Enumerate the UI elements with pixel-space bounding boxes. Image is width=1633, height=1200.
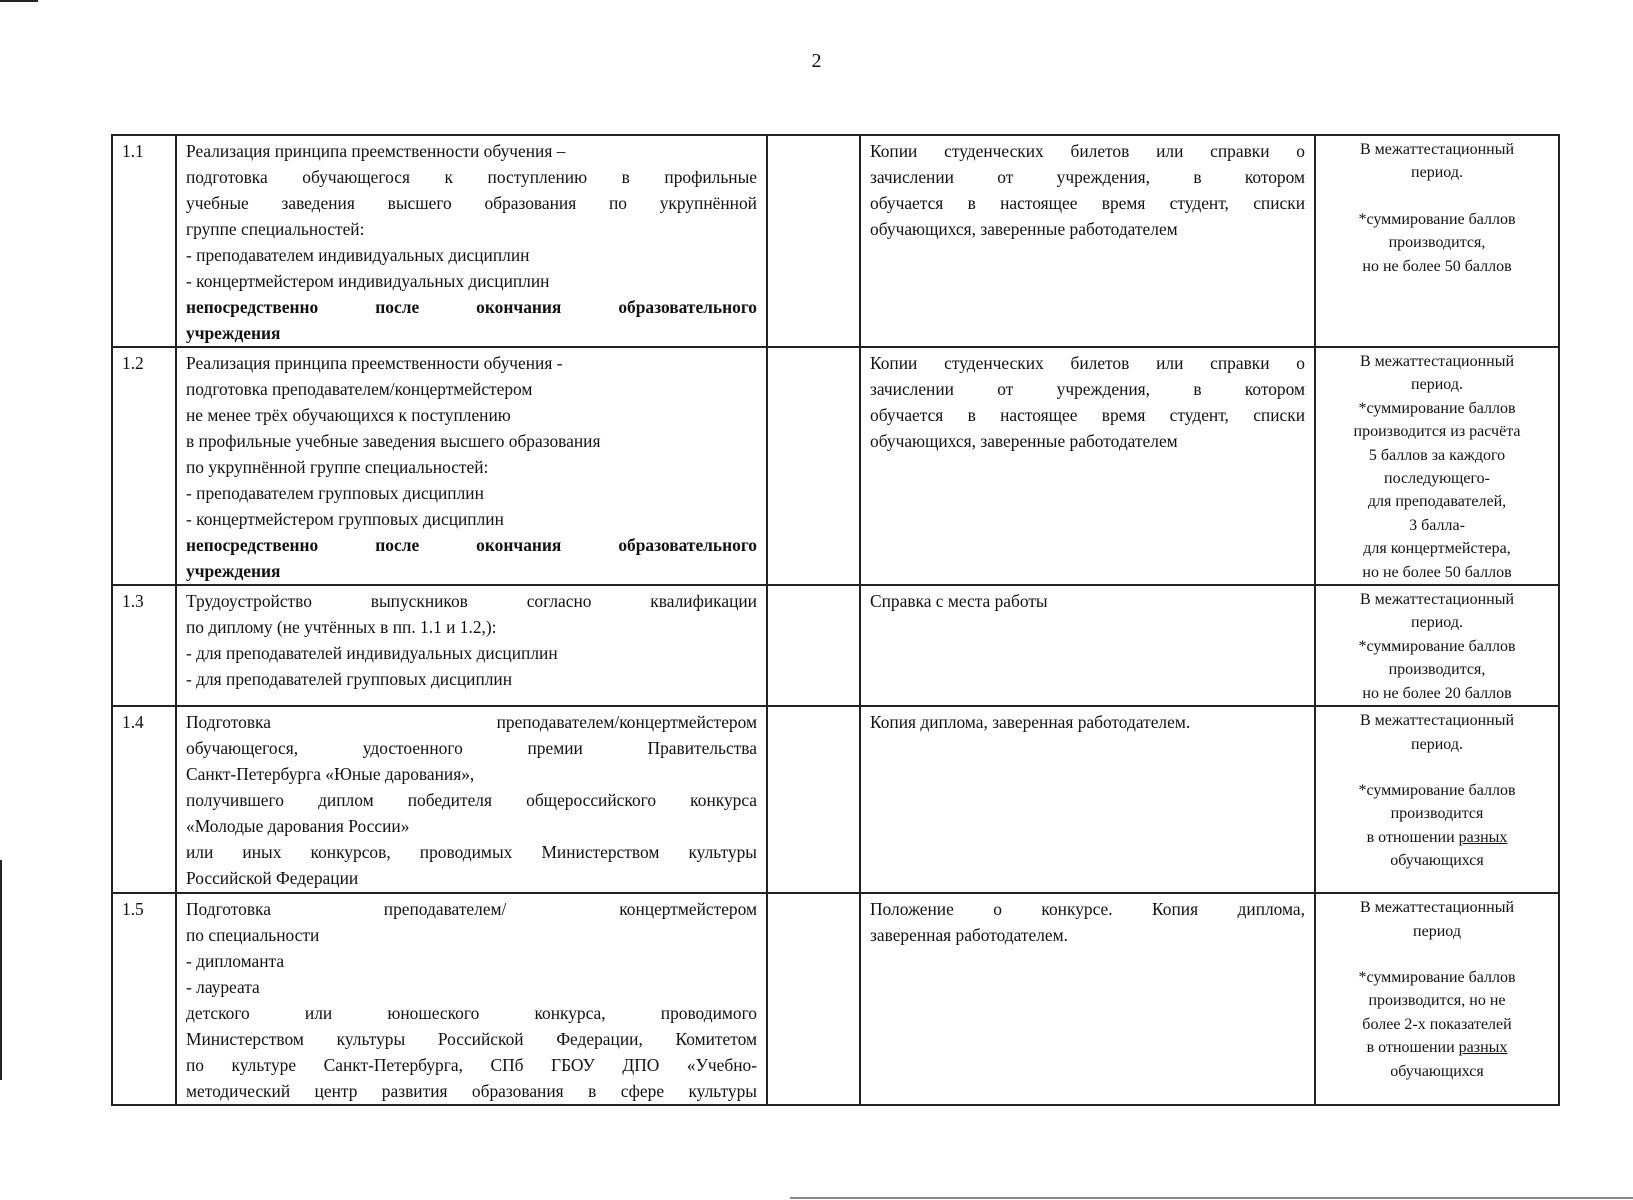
desc-line: в профильные учебные заведения высшего образования: [186, 431, 601, 451]
note-line: период: [1413, 922, 1461, 940]
doc-line: Копия диплома, заверенная работодателем.: [870, 712, 1191, 733]
period-note-cell: [1315, 706, 1559, 893]
note-line: *суммирование баллов: [1358, 781, 1516, 799]
doc-line: обучается в настоящее время студент, списки: [870, 193, 1305, 213]
document-cell: [860, 585, 1315, 706]
note-line: В межаттестационный: [1359, 353, 1515, 370]
scan-edge-mark: [0, 860, 2, 1080]
document-cell: [860, 135, 1315, 347]
page-number: 2: [811, 50, 822, 72]
document-cell: [860, 893, 1315, 1105]
criteria-table: [111, 134, 1560, 1106]
desc-line: - концертмейстером групповых дисциплин: [186, 509, 504, 529]
criterion-description: [176, 585, 767, 706]
desc-bold-line: учреждения: [186, 561, 281, 581]
note-line: период.: [1411, 164, 1463, 182]
note-line: период.: [1411, 614, 1463, 632]
note-line: В межаттестационный: [1359, 591, 1515, 609]
note-line: но не более 50 баллов: [1362, 257, 1512, 275]
desc-line: получившего диплом победителя общероссийского конкурса: [186, 790, 757, 811]
table-row: [112, 135, 1559, 347]
desc-line: по культуре Санкт-Петербурга, СПб ГБОУ ДПО «Учебно-: [186, 1055, 757, 1076]
desc-line: Подготовка преподавателем/концертмейстером: [186, 712, 757, 733]
note-line: обучающихся: [1390, 1062, 1484, 1080]
table-row: [112, 347, 1559, 585]
desc-bold-line: непосредственно после окончания образовательного: [186, 297, 757, 317]
note-line: для концертмейстера,: [1363, 540, 1511, 558]
doc-line: зачислении от учреждения, в котором: [870, 379, 1305, 399]
doc-line: Копии студенческих билетов или справки о: [870, 141, 1305, 161]
note-line: но не более 20 баллов: [1362, 684, 1512, 702]
scan-edge-mark: [790, 1197, 1633, 1199]
desc-line: подготовка преподавателем/концертмейстером: [186, 379, 533, 399]
note-line: более 2-х показателей: [1362, 1015, 1512, 1033]
desc-line: - лауреата: [186, 977, 260, 998]
note-line: *суммирование баллов: [1358, 210, 1516, 228]
desc-line: или иных конкурсов, проводимых Министерством культуры: [186, 842, 757, 863]
table-row: [112, 706, 1559, 893]
desc-line: - дипломанта: [186, 951, 285, 972]
note-text: в отношении: [1366, 1039, 1455, 1057]
note-line: производится,: [1388, 234, 1486, 252]
doc-line: обучается в настоящее время студент, списки: [870, 405, 1305, 425]
row-number: 1.3: [112, 585, 176, 706]
underlined-word: разных: [1458, 828, 1508, 846]
desc-line: по диплому (не учтённых в пп. 1.1 и 1.2,):: [186, 617, 497, 638]
desc-line: обучающегося, удостоенного премии Правительства: [186, 738, 757, 759]
desc-line: по укрупнённой группе специальностей:: [186, 457, 489, 477]
desc-line: группе специальностей:: [186, 219, 365, 239]
note-line: период.: [1411, 735, 1463, 753]
scan-edge-mark: [0, 0, 38, 2]
desc-line: - преподавателем индивидуальных дисциплин: [186, 245, 530, 265]
desc-line: - преподавателем групповых дисциплин: [186, 483, 484, 503]
note-line: В межаттестационный: [1359, 899, 1515, 917]
score-cell: [767, 135, 860, 347]
desc-line: Подготовка преподавателем/ концертмейстером: [186, 899, 757, 920]
doc-line: Положение о конкурсе. Копия диплома,: [870, 899, 1305, 920]
note-line: производится,: [1388, 661, 1486, 679]
note-spacer: [1325, 756, 1549, 779]
doc-line: обучающихся, заверенные работодателем: [870, 431, 1178, 451]
desc-line: Трудоустройство выпускников согласно квалификации: [186, 591, 757, 612]
note-line: производится: [1390, 805, 1484, 823]
desc-line: - концертмейстером индивидуальных дисциплин: [186, 271, 550, 291]
score-cell: [767, 347, 860, 585]
note-line: [1325, 1036, 1549, 1059]
criterion-description: [176, 347, 767, 585]
note-line: [1325, 826, 1549, 849]
desc-line: Российской Федерации: [186, 868, 359, 889]
desc-line: - для преподавателей групповых дисциплин: [186, 669, 513, 690]
doc-line: заверенная работодателем.: [870, 925, 1068, 946]
note-line: В межаттестационный: [1359, 141, 1515, 158]
note-line: 5 баллов за каждого: [1368, 446, 1506, 464]
row-number: 1.2: [112, 347, 176, 585]
desc-line: по специальности: [186, 925, 320, 946]
desc-line: Реализация принципа преемственности обучения –: [186, 141, 566, 161]
desc-line: «Молодые дарования России»: [186, 816, 410, 837]
note-line: для преподавателей,: [1367, 493, 1507, 511]
note-text: в отношении: [1366, 828, 1455, 846]
score-cell: [767, 893, 860, 1105]
period-note-cell: [1315, 585, 1559, 706]
desc-line: Министерством культуры Российской Федерации, Комитетом: [186, 1029, 757, 1050]
desc-line: детского или юношеского конкурса, проводимого: [186, 1003, 757, 1024]
table-row: [112, 585, 1559, 706]
note-line: В межаттестационный: [1359, 712, 1515, 730]
note-line: обучающихся: [1390, 852, 1484, 870]
desc-line: не менее трёх обучающихся к поступлению: [186, 405, 511, 425]
note-line: 3 балла-: [1409, 516, 1465, 534]
criterion-description: [176, 706, 767, 893]
doc-line: Справка с места работы: [870, 591, 1048, 612]
desc-bold-line: учреждения: [186, 323, 281, 343]
table-row: [112, 893, 1559, 1105]
desc-line: учебные заведения высшего образования по укрупнённой: [186, 193, 757, 213]
note-line: производится из расчёта: [1353, 423, 1521, 441]
note-line: *суммирование баллов: [1358, 637, 1516, 655]
note-spacer: [1325, 185, 1549, 208]
desc-line: подготовка обучающегося к поступлению в профильные: [186, 167, 757, 187]
desc-line: Реализация принципа преемственности обучения -: [186, 353, 563, 373]
criterion-description: [176, 893, 767, 1105]
note-line: последующего-: [1384, 470, 1490, 488]
criterion-description: [176, 135, 767, 347]
row-number: 1.4: [112, 706, 176, 893]
desc-line: методический центр развития образования в сфере культуры: [186, 1081, 757, 1102]
period-note-cell: [1315, 135, 1559, 347]
note-line: производится, но не: [1368, 992, 1506, 1010]
underlined-word: разных: [1458, 1039, 1508, 1057]
note-line: *суммирование баллов: [1358, 968, 1516, 986]
doc-line: зачислении от учреждения, в котором: [870, 167, 1305, 187]
score-cell: [767, 585, 860, 706]
note-line: период.: [1411, 376, 1463, 394]
desc-line: Санкт-Петербурга «Юные дарования»,: [186, 764, 475, 785]
note-line: *суммирование баллов: [1358, 399, 1516, 417]
row-number: 1.5: [112, 893, 176, 1105]
note-spacer: [1325, 943, 1549, 966]
desc-bold-line: непосредственно после окончания образовательного: [186, 535, 757, 555]
period-note-cell: [1315, 347, 1559, 585]
document-cell: [860, 706, 1315, 893]
score-cell: [767, 706, 860, 893]
doc-line: обучающихся, заверенные работодателем: [870, 219, 1178, 239]
desc-line: - для преподавателей индивидуальных дисциплин: [186, 643, 558, 664]
doc-line: Копии студенческих билетов или справки о: [870, 353, 1305, 373]
document-cell: [860, 347, 1315, 585]
row-number: 1.1: [112, 135, 176, 347]
note-line: но не более 50 баллов: [1362, 563, 1512, 581]
period-note-cell: [1315, 893, 1559, 1105]
